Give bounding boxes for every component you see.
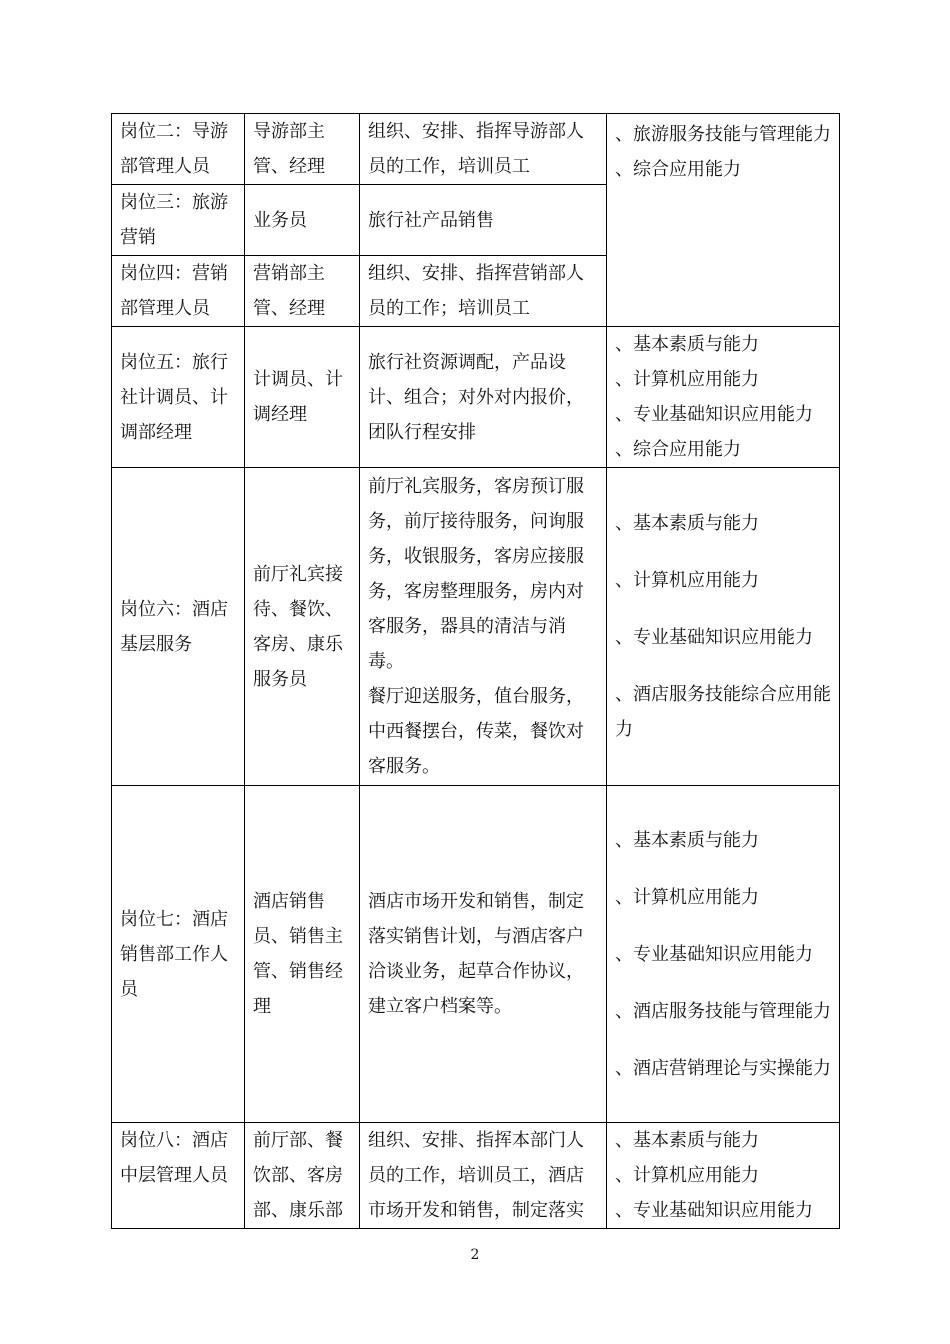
table-row	[112, 114, 840, 185]
ability-item: 、基本素质与能力	[615, 513, 759, 534]
table-row	[112, 468, 840, 786]
duties-cell: 旅行社资源调配，产品设计、组合；对外对内报价，团队行程安排	[360, 327, 607, 468]
ability-item: 、综合应用能力	[615, 439, 741, 460]
post-cell: 岗位六：酒店基层服务	[112, 468, 245, 786]
role-cell: 营销部主管、经理	[245, 256, 360, 327]
page-number: 2	[470, 1247, 480, 1263]
ability-item: 、计算机应用能力	[615, 369, 759, 390]
duties-cell: 组织、安排、指挥导游部人员的工作，培训员工	[360, 114, 607, 185]
ability-item: 、酒店营销理论与实操能力	[615, 1057, 831, 1079]
ability-item: 、综合应用能力	[615, 159, 741, 180]
role-cell: 前厅部、餐饮部、客房部、康乐部	[245, 1123, 360, 1229]
duties-cell: 组织、安排、指挥营销部人员的工作；培训员工	[360, 256, 607, 327]
duties-paragraph: 前厅礼宾服务，客房预订服务，前厅接待服务，问询服务，收银服务，客房应接服务，客房整理服务，房内对客服务，器具的清洁与消毒。	[368, 476, 584, 672]
ability-item: 、基本素质与能力	[615, 829, 759, 851]
table-row	[112, 1123, 840, 1229]
duties-cell: 旅行社产品销售	[360, 185, 607, 256]
ability-item: 、基本素质与能力	[615, 334, 759, 355]
table-row	[112, 327, 840, 468]
ability-item: 、酒店服务技能与管理能力	[615, 1000, 831, 1022]
ability-cell	[607, 468, 840, 786]
ability-item: 、专业基础知识应用能力	[615, 1200, 813, 1221]
ability-item: 、专业基础知识应用能力	[615, 943, 813, 965]
ability-item: 、专业基础知识应用能力	[615, 627, 813, 648]
ability-item: 、计算机应用能力	[615, 886, 759, 908]
ability-cell	[607, 114, 840, 327]
ability-item: 、专业基础知识应用能力	[615, 404, 813, 425]
ability-item: 、基本素质与能力	[615, 1130, 759, 1151]
role-cell: 业务员	[245, 185, 360, 256]
ability-item: 、计算机应用能力	[615, 570, 759, 591]
post-cell: 岗位七：酒店销售部工作人员	[112, 786, 245, 1123]
role-cell: 酒店销售员、销售主管、销售经理	[245, 786, 360, 1123]
ability-cell	[607, 1123, 840, 1229]
post-cell: 岗位二：导游部管理人员	[112, 114, 245, 185]
role-cell: 计调员、计调经理	[245, 327, 360, 468]
ability-item: 、酒店服务技能综合应用能力	[615, 684, 831, 740]
ability-cell	[607, 327, 840, 468]
duties-paragraph: 餐厅迎送服务，值台服务，中西餐摆台，传菜，餐饮对客服务。	[368, 686, 584, 777]
duties-cell: 酒店市场开发和销售，制定落实销售计划，与酒店客户洽谈业务，起草合作协议，建立客户档案等。	[360, 786, 607, 1123]
job-ability-table	[111, 113, 840, 1229]
duties-cell	[360, 468, 607, 786]
role-cell: 导游部主管、经理	[245, 114, 360, 185]
ability-item: 、计算机应用能力	[615, 1165, 759, 1186]
post-cell: 岗位四：营销部管理人员	[112, 256, 245, 327]
post-cell: 岗位三：旅游营销	[112, 185, 245, 256]
ability-item: 、旅游服务技能与管理能力	[615, 124, 831, 145]
ability-cell	[607, 786, 840, 1123]
duties-cell: 组织、安排、指挥本部门人员的工作，培训员工，酒店市场开发和销售，制定落实	[360, 1123, 607, 1229]
table-row	[112, 786, 840, 1123]
role-cell: 前厅礼宾接待、餐饮、客房、康乐服务员	[245, 468, 360, 786]
post-cell: 岗位五：旅行社计调员、计调部经理	[112, 327, 245, 468]
post-cell: 岗位八：酒店中层管理人员	[112, 1123, 245, 1229]
